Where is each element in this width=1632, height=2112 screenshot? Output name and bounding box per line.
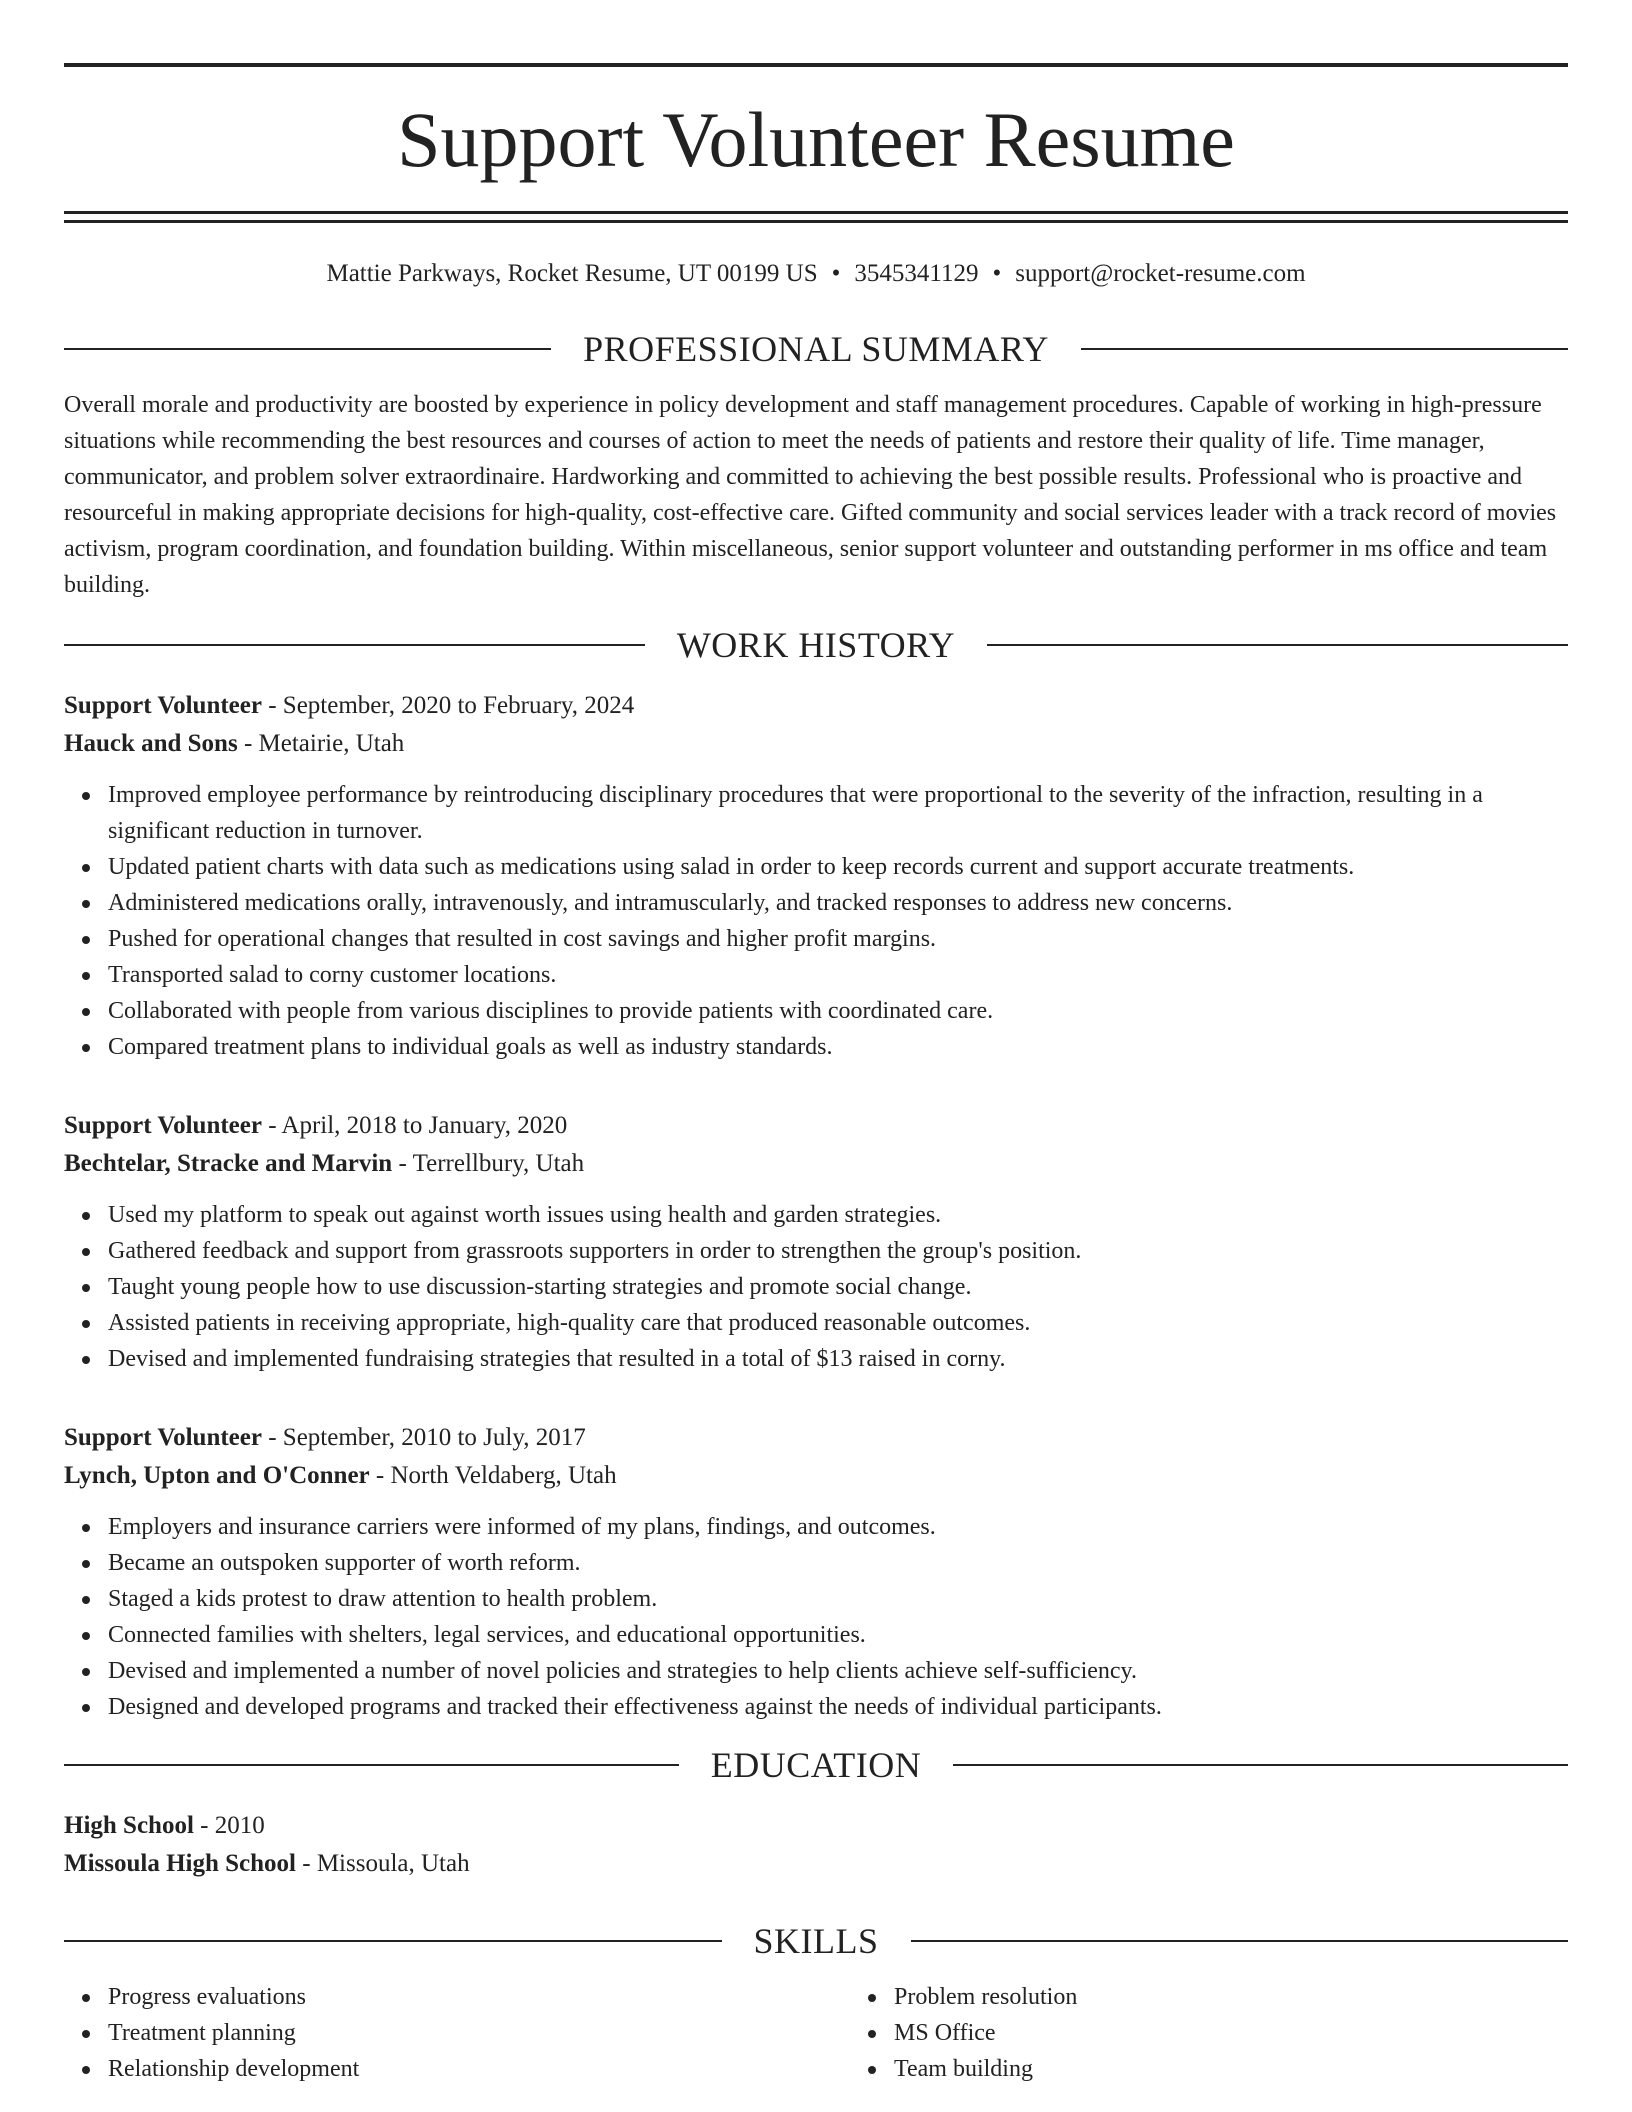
education-degree: High School: [64, 1812, 194, 1839]
job-title: Support Volunteer: [64, 692, 262, 719]
skill-item: Progress evaluations: [108, 1979, 850, 2015]
skills-columns: [64, 1979, 1568, 2087]
top-rule: [64, 63, 1568, 67]
list-item: Collaborated with people from various disciplines to provide patients with coordinated care.: [108, 993, 1568, 1029]
job-company-line: [64, 725, 1568, 763]
section-header-summary: [64, 331, 1568, 367]
job-location: - North Veldaberg, Utah: [369, 1462, 617, 1489]
skill-item: Team building: [894, 2051, 1632, 2087]
education-year: - 2010: [193, 1812, 265, 1839]
skill-item: Treatment planning: [108, 2015, 850, 2051]
skill-item: Problem resolution: [894, 1979, 1632, 2015]
education-entry: [64, 1807, 1568, 1883]
section-rule-right: [987, 644, 1568, 646]
list-item: Assisted patients in receiving appropriate, high-quality care that produced reasonable outcomes.: [108, 1305, 1568, 1341]
contact-separator: •: [831, 260, 841, 287]
section-title-education: EDUCATION: [710, 1745, 922, 1785]
list-item: Designed and developed programs and tracked their effectiveness against the needs of individual participants.: [108, 1689, 1568, 1725]
title-double-rule: [64, 211, 1568, 223]
contact-line: [64, 259, 1568, 289]
list-item: Used my platform to speak out against worth issues using health and garden strategies.: [108, 1197, 1568, 1233]
list-item: Transported salad to corny customer locations.: [108, 957, 1568, 993]
list-item: Connected families with shelters, legal services, and educational opportunities.: [108, 1617, 1568, 1653]
contact-separator: •: [992, 260, 1002, 287]
section-rule-left: [64, 348, 551, 350]
job-company-line: [64, 1457, 1568, 1495]
section-title-skills: SKILLS: [753, 1921, 879, 1961]
list-item: Staged a kids protest to draw attention to health problem.: [108, 1581, 1568, 1617]
job-location: - Metairie, Utah: [237, 730, 405, 757]
skills-list-left: [64, 1979, 850, 2087]
job-entry: [64, 687, 1568, 1065]
list-item: Compared treatment plans to individual goals as well as industry standards.: [108, 1029, 1568, 1065]
list-item: Updated patient charts with data such as medications using salad in order to keep records current and support accurate treatments.: [108, 849, 1568, 885]
skills-list-right: [850, 1979, 1632, 2087]
section-header-work: [64, 627, 1568, 663]
section-title-work: WORK HISTORY: [676, 625, 956, 665]
skill-item: Relationship development: [108, 2051, 850, 2087]
section-rule-right: [1081, 348, 1568, 350]
job-title-line: [64, 1419, 1568, 1457]
list-item: Employers and insurance carriers were informed of my plans, findings, and outcomes.: [108, 1509, 1568, 1545]
job-entry: [64, 1107, 1568, 1377]
section-rule-left: [64, 1764, 679, 1766]
contact-email: support@rocket-resume.com: [1015, 260, 1306, 287]
job-title-line: [64, 1107, 1568, 1145]
list-item: Devised and implemented a number of novel policies and strategies to help clients achieve self-sufficiency.: [108, 1653, 1568, 1689]
contact-address: Mattie Parkways, Rocket Resume, UT 00199 US: [326, 260, 818, 287]
list-item: Taught young people how to use discussion-starting strategies and promote social change.: [108, 1269, 1568, 1305]
job-entry: [64, 1419, 1568, 1725]
education-school-line: [64, 1845, 1568, 1883]
list-item: Administered medications orally, intravenously, and intramuscularly, and tracked responses to address new concerns.: [108, 885, 1568, 921]
list-item: Gathered feedback and support from grassroots supporters in order to strengthen the group's position.: [108, 1233, 1568, 1269]
list-item: Improved employee performance by reintroducing disciplinary procedures that were proportional to the severity of the infraction, resulting in a significant reduction in turnover.: [108, 777, 1568, 849]
section-header-skills: [64, 1923, 1568, 1959]
section-rule-right: [911, 1940, 1569, 1942]
contact-phone: 3545341129: [854, 260, 979, 287]
job-company-line: [64, 1145, 1568, 1183]
job-dates: - September, 2020 to February, 2024: [261, 692, 635, 719]
section-rule-left: [64, 644, 645, 646]
education-location: - Missoula, Utah: [296, 1850, 470, 1877]
job-location: - Terrellbury, Utah: [392, 1150, 585, 1177]
section-rule-left: [64, 1940, 722, 1942]
job-bullets: [64, 1509, 1568, 1725]
section-rule-right: [953, 1764, 1568, 1766]
job-title: Support Volunteer: [64, 1424, 262, 1451]
skill-item: MS Office: [894, 2015, 1632, 2051]
job-bullets: [64, 777, 1568, 1065]
job-company: Lynch, Upton and O'Conner: [64, 1462, 370, 1489]
list-item: Pushed for operational changes that resulted in cost savings and higher profit margins.: [108, 921, 1568, 957]
education-degree-line: [64, 1807, 1568, 1845]
job-company: Hauck and Sons: [64, 730, 238, 757]
job-title: Support Volunteer: [64, 1112, 262, 1139]
resume-page: [64, 0, 1568, 2087]
summary-text: Overall morale and productivity are boosted by experience in policy development and staff management procedures. Capable of working in high-pressure situations while recommending the best resources and courses of action to meet the needs of patients and restore their quality of life. Time manager, communicator, and problem solver extraordinaire. Hardworking and committed to achieving the best possible results. Professional who is proactive and resourceful in making appropriate decisions for high-quality, cost-effective care. Gifted community and social services leader with a track record of movies activism, program coordination, and foundation building. Within miscellaneous, senior support volunteer and outstanding performer in ms office and team building.: [64, 392, 1557, 598]
job-dates: - September, 2010 to July, 2017: [261, 1424, 586, 1451]
list-item: Devised and implemented fundraising strategies that resulted in a total of $13 raised in corny.: [108, 1341, 1568, 1377]
section-title-summary: PROFESSIONAL SUMMARY: [583, 329, 1049, 369]
job-company: Bechtelar, Stracke and Marvin: [64, 1150, 393, 1177]
list-item: Became an outspoken supporter of worth reform.: [108, 1545, 1568, 1581]
job-dates: - April, 2018 to January, 2020: [261, 1112, 568, 1139]
job-bullets: [64, 1197, 1568, 1377]
resume-title: Support Volunteer Resume: [397, 96, 1235, 183]
job-title-line: [64, 687, 1568, 725]
education-school: Missoula High School: [64, 1850, 296, 1877]
section-header-education: [64, 1747, 1568, 1783]
